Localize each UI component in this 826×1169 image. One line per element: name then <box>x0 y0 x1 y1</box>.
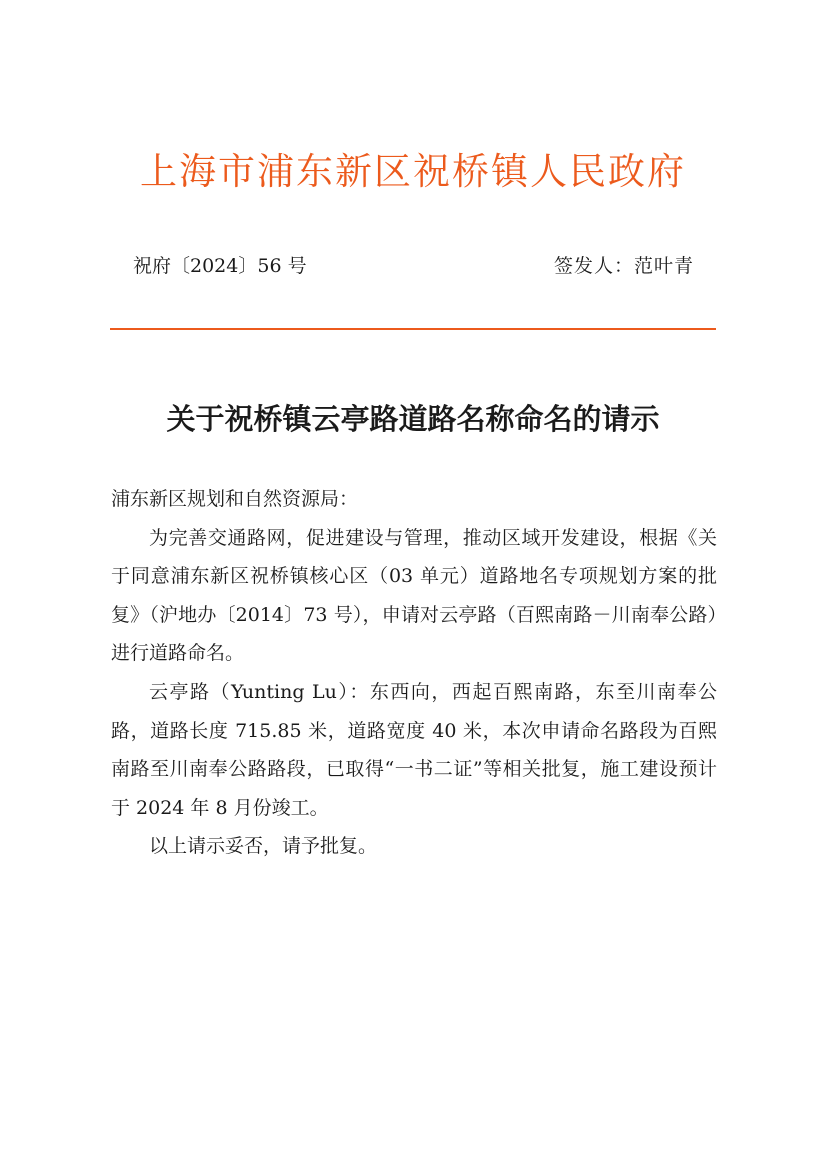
recipient-line: 浦东新区规划和自然资源局： <box>111 488 359 510</box>
document-title: 关于祝桥镇云亭路道路名称命名的请示 <box>166 402 660 436</box>
header-divider <box>110 328 716 330</box>
document-body <box>111 480 717 866</box>
document-number: 祝府〔2024〕56 号 <box>133 255 307 277</box>
issuing-authority-title: 上海市浦东新区祝桥镇人民政府 <box>140 150 686 193</box>
body-paragraph: 以上请示妥否，请予批复。 <box>149 835 378 858</box>
body-paragraph: 为完善交通路网，促进建设与管理，推动区域开发建设，根据《关于同意浦东新区祝桥镇核心区（03 单元）道路地名专项规划方案的批复》（沪地办〔2014〕73 号），申请对云亭路（百熙南路－川南奉公路）进行道路命名。 <box>111 526 717 665</box>
body-paragraph: 云亭路（Yunting Lu）：东西向，西起百熙南路，东至川南奉公路，道路长度 715.85 米，道路宽度 40 米，本次申请命名路段为百熙南路至川南奉公路路段，已取得“一书二证”等相关批复，施工建设预计于 2024 年 8 月份竣工。 <box>111 680 717 819</box>
signer: 签发人：范叶青 <box>553 255 694 277</box>
